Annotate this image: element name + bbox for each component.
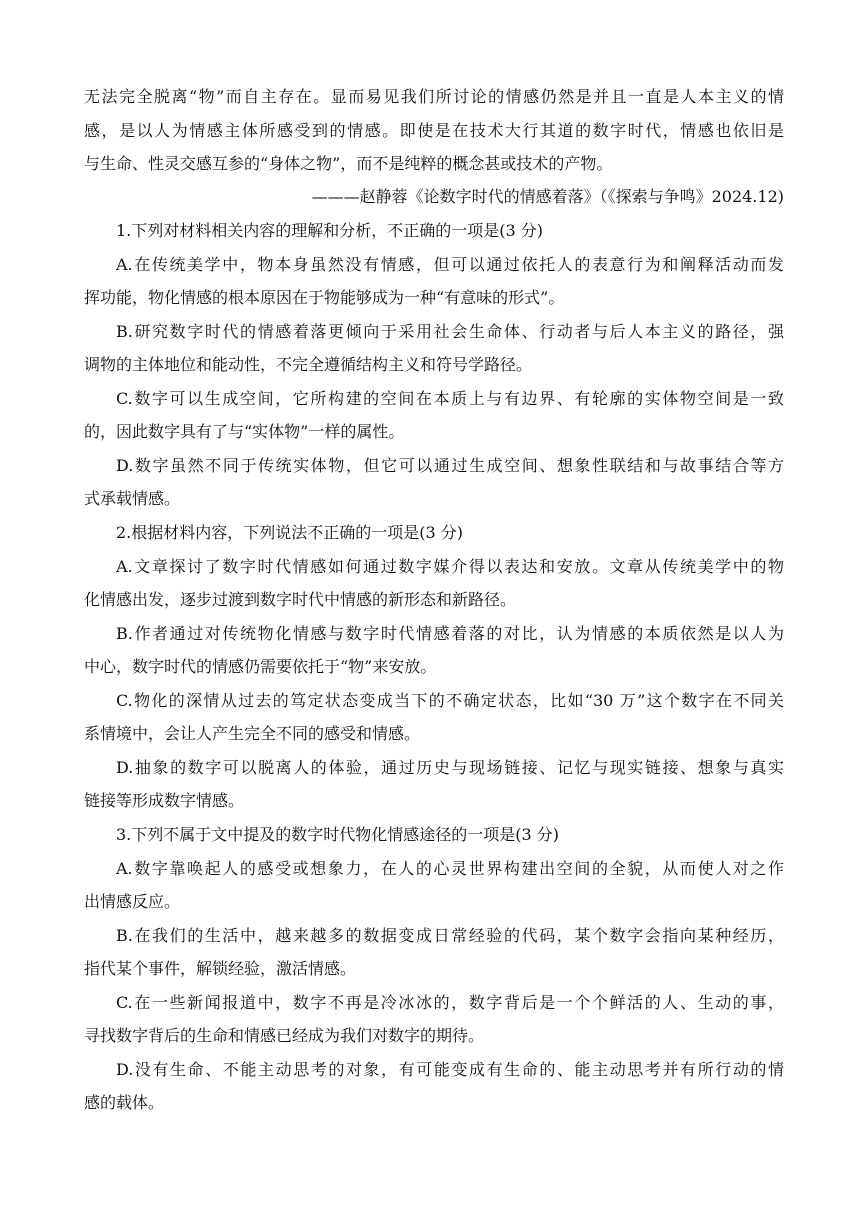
- option-2a-cont: 化情感出发，逐步过渡到数字时代中情感的新形态和新路径。: [84, 590, 517, 609]
- option-1c: C.数字可以生成空间，它所构建的空间在本质上与有边界、有轮廓的实体物空间是一致: [116, 389, 784, 408]
- option-3b-cont: 指代某个事件，解锁经验，激活情感。: [84, 959, 357, 978]
- option-3a-cont: 出情感反应。: [84, 892, 181, 911]
- option-1a-cont: 挥功能，物化情感的根本原因在于物能够成为一种“有意味的形式”。: [84, 288, 565, 307]
- option-3d: D.没有生命、不能主动思考的对象，有可能变成有生命的、能主动思考并有所行动的情: [116, 1060, 784, 1079]
- text-line: 与生命、性灵交感互参的“身体之物”，而不是纯粹的概念甚或技术的产物。: [84, 154, 613, 173]
- option-2a: A.文章探讨了数字时代情感如何通过数字媒介得以表达和安放。文章从传统美学中的物: [116, 557, 784, 576]
- option-2c: C.物化的深情从过去的笃定状态变成当下的不确定状态，比如“30 万”这个数字在不同关: [116, 691, 784, 710]
- option-2b: B.作者通过对传统物化情感与数字时代情感着落的对比，认为情感的本质依然是以人为: [116, 624, 784, 643]
- option-3c: C.在一些新闻报道中，数字不再是冷冰冰的，数字背后是一个个鲜活的人、生动的事，: [116, 993, 784, 1012]
- option-2c-cont: 系情境中，会让人产生完全不同的感受和情感。: [84, 724, 421, 743]
- option-1d: D.数字虽然不同于传统实体物，但它可以通过生成空间、想象性联结和与故事结合等方: [116, 456, 784, 475]
- question-3-stem: 3.下列不属于文中提及的数字时代物化情感途径的一项是(3 分): [116, 825, 560, 844]
- text-line: 感，是以人为情感主体所感受到的情感。即使是在技术大行其道的数字时代，情感也依旧是: [84, 121, 784, 140]
- option-2b-cont: 中心，数字时代的情感仍需要依托于“物”来安放。: [84, 657, 437, 676]
- source-citation: ———赵静蓉《论数字时代的情感着落》（《探索与争鸣》2024.12): [311, 187, 784, 206]
- question-2-stem: 2.根据材料内容，下列说法不正确的一项是(3 分): [116, 523, 464, 542]
- option-3a: A.数字靠唤起人的感受或想象力，在人的心灵世界构建出空间的全貌，从而使人对之作: [116, 859, 784, 878]
- question-1-stem: 1.下列对材料相关内容的理解和分析，不正确的一项是(3 分): [116, 221, 544, 240]
- text-line: 无法完全脱离“物”而自主存在。显而易见我们所讨论的情感仍然是并且一直是人本主义的情: [84, 87, 784, 106]
- option-1b: B.研究数字时代的情感着落更倾向于采用社会生命体、行动者与后人本主义的路径，强: [116, 322, 784, 341]
- option-2d: D.抽象的数字可以脱离人的体验，通过历史与现场链接、记忆与现实链接、想象与真实: [116, 758, 784, 777]
- option-1d-cont: 式承载情感。: [84, 489, 181, 508]
- option-2d-cont: 链接等形成数字情感。: [84, 791, 245, 810]
- option-1b-cont: 调物的主体地位和能动性，不完全遵循结构主义和符号学路径。: [84, 355, 533, 374]
- option-3d-cont: 感的载体。: [84, 1093, 165, 1112]
- option-3c-cont: 寻找数字背后的生命和情感已经成为我们对数字的期待。: [84, 1026, 485, 1045]
- option-3b: B.在我们的生活中，越来越多的数据变成日常经验的代码，某个数字会指向某种经历，: [116, 926, 784, 945]
- option-1c-cont: 的，因此数字具有了与“实体物”一样的属性。: [84, 422, 405, 441]
- option-1a: A.在传统美学中，物本身虽然没有情感，但可以通过依托人的表意行为和阐释活动而发: [116, 255, 784, 274]
